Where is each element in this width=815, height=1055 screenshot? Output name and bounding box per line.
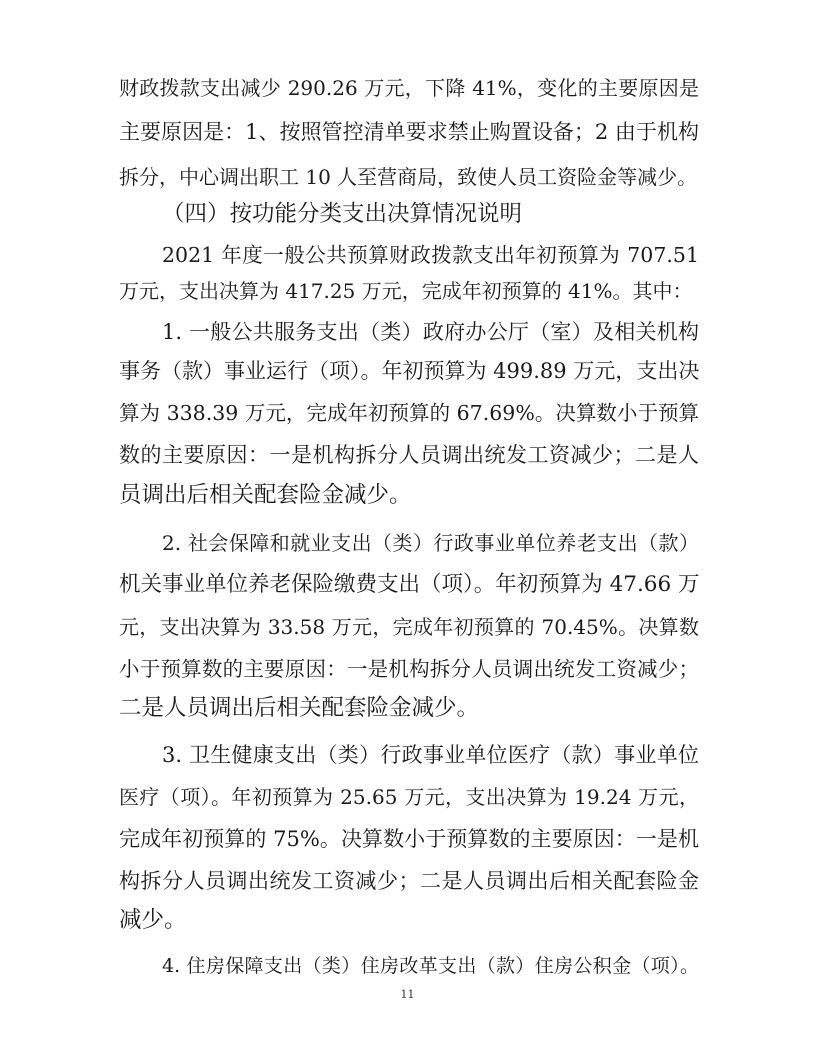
paragraph-line: 3. 卫生健康支出（类）行政事业单位医疗（款）事业单位 (162, 743, 699, 767)
paragraph-line: 主要原因是：1、按照管控清单要求禁止购置设备；2 由于机构 (119, 120, 699, 144)
paragraph-line: 二是人员调出后相关配套险金减少。 (119, 695, 480, 721)
paragraph-line: 4. 住房保障支出（类）住房改革支出（款）住房公积金（项）。 (162, 955, 699, 977)
paragraph-line: 构拆分人员调出统发工资减少；二是人员调出后相关配套险金 (119, 869, 699, 893)
paragraph-line: 元，支出决算为 33.58 万元，完成年初预算的 70.45%。决算数 (119, 615, 699, 639)
paragraph-line: 数的主要原因：一是机构拆分人员调出统发工资减少；二是人 (119, 443, 699, 467)
paragraph-line: 万元，支出决算为 417.25 万元，完成年初预算的 41%。其中： (119, 279, 693, 303)
page-number: 11 (400, 988, 415, 1001)
paragraph-line: 拆分，中心调出职工 10 人至营商局，致使人员工资险金等减少。 (119, 165, 698, 189)
paragraph-line: 财政拨款支出减少 290.26 万元，下降 41%，变化的主要原因是 (119, 76, 699, 100)
paragraph-line: 减少。 (119, 907, 187, 933)
paragraph-line: 机关事业单位养老保险缴费支出（项）。年初预算为 47.66 万 (119, 572, 699, 597)
paragraph-line: 2. 社会保障和就业支出（类）行政事业单位养老支出（款） (162, 531, 699, 555)
paragraph-line: 员调出后相关配套险金减少。 (119, 482, 412, 508)
paragraph-line: 事务（款）事业运行（项）。年初预算为 499.89 万元，支出决 (119, 359, 699, 383)
paragraph-line: 完成年初预算的 75%。决算数小于预算数的主要原因：一是机 (119, 827, 699, 851)
paragraph-line: 小于预算数的主要原因：一是机构拆分人员调出统发工资减少； (119, 657, 699, 681)
paragraph-line: 医疗（项）。年初预算为 25.65 万元，支出决算为 19.24 万元， (119, 785, 699, 809)
section-heading: （四）按功能分类支出决算情况说明 (162, 201, 523, 227)
paragraph-line: 算为 338.39 万元，完成年初预算的 67.69%。决算数小于预算 (119, 401, 699, 425)
paragraph-line: 2021 年度一般公共预算财政拨款支出年初预算为 707.51 (162, 243, 699, 267)
paragraph-line: 1. 一般公共服务支出（类）政府办公厅（室）及相关机构 (162, 320, 699, 344)
